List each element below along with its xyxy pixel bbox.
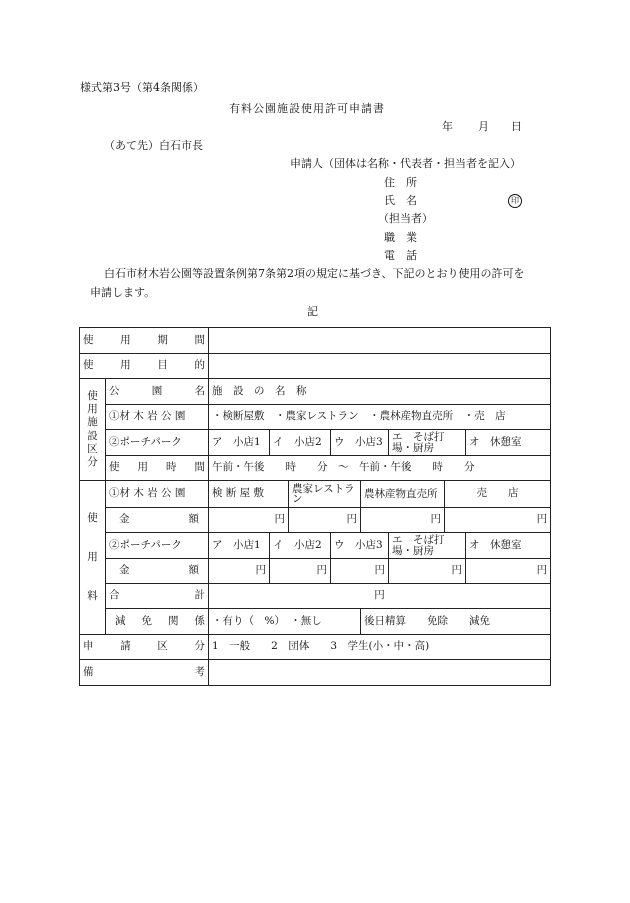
remarks-field[interactable]: [209, 660, 551, 686]
amount-pp-e[interactable]: 円: [389, 559, 466, 584]
fee-park1-label: ①材 木 岩 公 園: [106, 481, 209, 508]
amount-label-1: 金 額: [106, 508, 209, 533]
ki-label: 記: [307, 305, 318, 318]
row-period: [80, 328, 551, 354]
settlement-options[interactable]: 後日精算 免除 減免: [361, 609, 551, 635]
row-total: [80, 584, 551, 609]
date-year: 年: [442, 120, 453, 133]
body-line-2: 申請します。: [90, 286, 156, 299]
exemption-value[interactable]: ・有り（ %） ・無し: [209, 609, 361, 635]
usage-time-label: 使 用 時 間: [106, 456, 209, 481]
date-month: 月: [478, 120, 489, 133]
park1-facilities[interactable]: ・検断屋敷 ・農家レストラン ・農林産物直売所 ・売 店: [209, 405, 551, 430]
park-name-label: 公 園 名: [106, 379, 209, 405]
row-park2: [80, 430, 551, 456]
document-title: 有料公園施設使用許可申請書: [229, 102, 385, 115]
park2-label: ②ポーチパーク: [106, 430, 209, 456]
category-label: 申 請 区 分: [80, 635, 209, 660]
fee-pp-i: イ 小店2: [270, 533, 331, 559]
facility-section-label: 使 用 施 設 区 分: [80, 379, 106, 481]
row-category: [80, 635, 551, 660]
fee-noka-label: 農家レストラン: [289, 481, 361, 508]
pp-u[interactable]: ウ 小店3: [331, 430, 389, 456]
period-label: 使 用 期 間: [80, 328, 209, 354]
pp-i[interactable]: イ 小店2: [270, 430, 331, 456]
fee-baiten-label: 売 店: [445, 481, 551, 508]
application-form-table: [79, 327, 551, 686]
row-facility-header: [80, 379, 551, 405]
amount-pp-a[interactable]: 円: [209, 559, 270, 584]
seal-icon: 印: [508, 194, 522, 208]
fee-pp-o: オ 休憩室: [466, 533, 551, 559]
fee-section-label: 使 用 料: [80, 481, 106, 635]
category-value[interactable]: 1 一般 2 団体 3 学生(小・中・高): [209, 635, 551, 660]
amount-baiten[interactable]: 円: [445, 508, 551, 533]
exemption-label: 減 免 関 係: [106, 609, 209, 635]
body-line-1: 白石市材木岩公園等設置条例第7条第2項の規定に基づき、下記のとおり使用の許可を: [104, 267, 525, 280]
seal-mark: [508, 194, 522, 208]
amount-pp-o[interactable]: 円: [466, 559, 551, 584]
fee-nourin-label: 農林産物直売所: [361, 481, 445, 508]
pp-a[interactable]: ア 小店1: [209, 430, 270, 456]
row-fee-park1: [80, 481, 551, 508]
purpose-label: 使 用 目 的: [80, 354, 209, 379]
fee-pp-a: ア 小店1: [209, 533, 270, 559]
total-amount[interactable]: 円: [209, 584, 551, 609]
addressee: （あて先）白石市長: [104, 139, 203, 152]
remarks-label: 備 考: [80, 660, 209, 686]
row-remarks: [80, 660, 551, 686]
phone-label: 電 話: [384, 249, 417, 262]
amount-pp-u[interactable]: 円: [331, 559, 389, 584]
row-fee-park2: [80, 533, 551, 559]
occupation-label: 職 業: [384, 231, 417, 244]
pp-o[interactable]: オ 休憩室: [466, 430, 551, 456]
applicant-note: 申請人（団体は名称・代表者・担当者を記入）: [290, 157, 521, 170]
address-label: 住 所: [384, 176, 417, 189]
amount-kendan[interactable]: 円: [209, 508, 289, 533]
park1-label: ①材 木 岩 公 園: [106, 405, 209, 430]
amount-pp-i[interactable]: 円: [270, 559, 331, 584]
fee-pp-u: ウ 小店3: [331, 533, 389, 559]
amount-label-2: 金 額: [106, 559, 209, 584]
row-park1: [80, 405, 551, 430]
usage-time-field[interactable]: 午前・午後 時 分 ～ 午前・午後 時 分: [209, 456, 551, 481]
form-number: 様式第3号（第4条関係）: [80, 81, 204, 94]
row-fee-park1-amount: [80, 508, 551, 533]
row-usage-time: [80, 456, 551, 481]
name-label: 氏 名: [384, 194, 417, 207]
facility-name-label: 施 設 の 名 称: [209, 379, 551, 405]
fee-pp-e: エ そば打場・厨房: [389, 533, 466, 559]
purpose-field[interactable]: [209, 354, 551, 379]
period-field[interactable]: [209, 328, 551, 354]
row-purpose: [80, 354, 551, 379]
contact-person-label: （担当者）: [378, 212, 433, 225]
row-exemption: [80, 609, 551, 635]
pp-e[interactable]: エ そば打場・厨房: [389, 430, 466, 456]
fee-park2-label: ②ポーチパーク: [106, 533, 209, 559]
amount-nourin[interactable]: 円: [361, 508, 445, 533]
date-day: 日: [511, 120, 522, 133]
total-label: 合 計: [106, 584, 209, 609]
fee-kendan-label: 検 断 屋 敷: [209, 481, 289, 508]
row-fee-park2-amount: [80, 559, 551, 584]
amount-noka[interactable]: 円: [289, 508, 361, 533]
